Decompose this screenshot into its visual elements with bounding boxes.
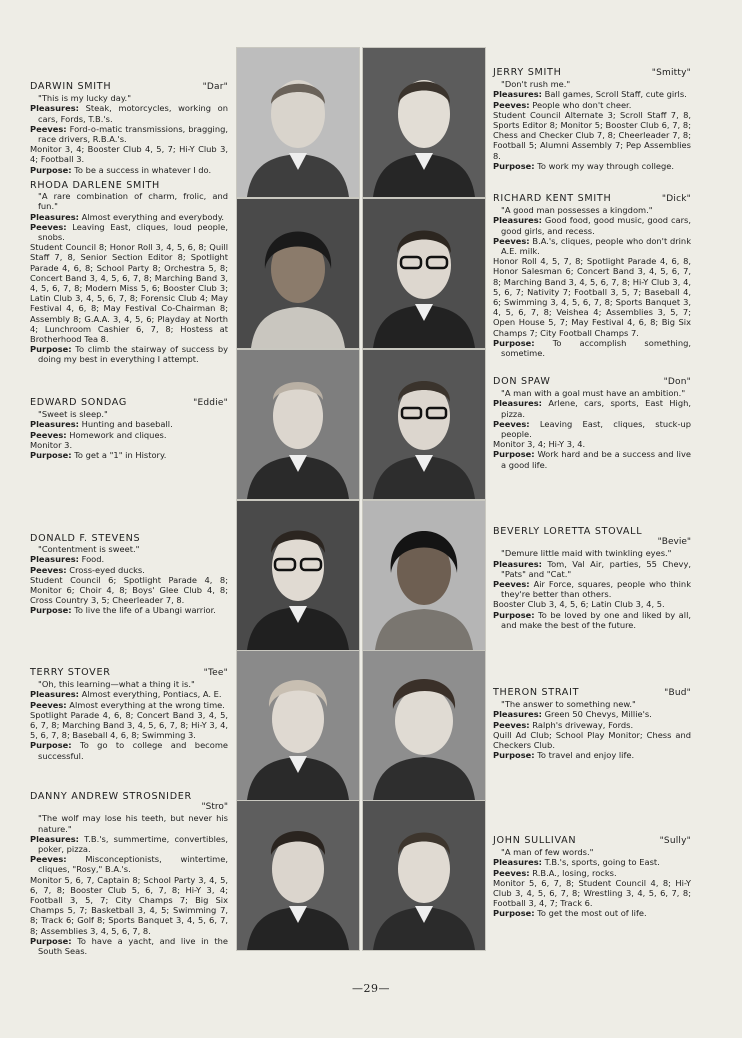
portrait-photo-jerry-smith <box>362 47 486 198</box>
portrait-silhouette <box>237 801 359 950</box>
portrait-silhouette <box>237 199 359 348</box>
portrait-photo-terry-stover <box>236 650 360 801</box>
portrait-silhouette <box>237 48 359 197</box>
student-name: BEVERLY LORETTA STOVALL <box>493 526 643 537</box>
portrait-silhouette <box>237 501 359 650</box>
portrait-silhouette <box>363 801 485 950</box>
portrait-silhouette <box>363 651 485 800</box>
student-entry-jerry-smith <box>493 68 691 171</box>
student-pleasures: Pleasures: Steak, motorcycles, working on cars, Fords, T.B.'s. <box>30 103 228 124</box>
student-entry-rhoda-smith <box>30 181 228 365</box>
student-name: JOHN SULLIVAN <box>493 835 577 846</box>
portrait-photo-rhoda-smith <box>236 198 360 349</box>
student-peeves: Peeves: People who don't cheer. <box>493 99 632 110</box>
student-pleasures: Pleasures: Green 50 Chevys, Millie's. <box>493 709 652 720</box>
student-pleasures: Pleasures: Almost everything, Pontiacs, A. E. <box>30 689 222 700</box>
portrait-photo-edward-sondag <box>236 349 360 500</box>
student-nickname: "Dick" <box>661 194 691 204</box>
student-nickname: "Eddie" <box>193 398 228 408</box>
student-quote: "Contentment is sweet." <box>38 544 140 555</box>
student-pleasures: Pleasures: Arlene, cars, sports, East High, pizza. <box>493 398 691 419</box>
student-activities: Monitor 5, 6, 7, Captain 8; School Party 3, 4, 5, 6, 7, 8; Booster Club 5, 6, 7, 8; Hi-Y 3, 4; Football 3, 5, 7; City Champs 7; Big Six Champs 5, 7; Basketball 3, 4, 5; Swimming 7, 8; Track 6; Golf 8; Sports Banquet 3, 4, 5, 6, 7, 8; Assemblies 3, 4, 5, 6, 7, 8. <box>30 874 228 936</box>
student-purpose: Purpose: To work my way through college. <box>493 160 674 171</box>
student-nickname: "Don" <box>663 377 691 387</box>
student-peeves: Peeves: Ford-o-matic transmissions, bragging, race drivers, R.B.A.'s. <box>30 123 228 145</box>
student-name: JERRY SMITH <box>493 67 562 78</box>
student-entry-theron-strait <box>493 688 691 760</box>
student-activities: Student Council Alternate 3; Scroll Staff 7, 8, Sports Editor 8; Monitor 5; Booster Club 6, 7, 8; Chess and Checker Club 7, 8; Cheerleader 7, 8; Football 5; Alumni Assembly 7; Pep Assemblies 8. <box>493 109 691 161</box>
student-purpose: Purpose: To accomplish something, sometime. <box>493 337 691 359</box>
student-pleasures: Pleasures: T.B.'s, sports, going to East. <box>493 857 660 868</box>
student-pleasures: Pleasures: T.B.'s, summertime, convertibles, poker, pizza. <box>30 833 228 855</box>
student-activities: Honor Roll 4, 5, 7, 8; Spotlight Parade 4, 6, 8, Honor Salesman 6; Concert Band 3, 4, 5, 6, 7, 8; Marching Band 3, 4, 5, 6, 7, 8; Hi-Y Club 3, 4, 5, 6, 7; Nativity 7; Football 3, 5, 7; Baseball 4, 6; Swimming 3, 4, 5, 6, 7, 8; Sports Banquet 3, 4, 5, 6, 7, 8; Veishea 4; Assemblies 3, 5, 7; Open House 5, 7; May Festival 4, 6, 8; Big Six Champs 7; City Football Champs 7. <box>493 256 691 338</box>
student-quote: "A man with a goal must have an ambition." <box>501 388 686 399</box>
student-nickname: "Tee" <box>203 668 228 678</box>
student-entry-donald-stevens <box>30 534 228 616</box>
portrait-silhouette <box>363 199 485 348</box>
page-number: —29— <box>352 982 390 995</box>
portrait-silhouette <box>363 501 485 650</box>
student-pleasures: Pleasures: Almost everything and everybody. <box>30 211 225 222</box>
student-pleasures: Pleasures: Good food, good music, good cars, good girls, and recess. <box>493 215 691 236</box>
portrait-silhouette <box>237 651 359 800</box>
student-quote: "A man of few words." <box>501 847 594 858</box>
student-purpose: Purpose: To get the most out of life. <box>493 908 647 919</box>
student-peeves: Peeves: Almost everything at the wrong time. <box>30 699 225 710</box>
student-entry-john-sullivan <box>493 836 691 919</box>
student-purpose: Purpose: To get a "1" in History. <box>30 450 167 461</box>
student-entry-richard-smith <box>493 194 691 358</box>
student-pleasures: Pleasures: Ball games, Scroll Staff, cute girls. <box>493 89 687 100</box>
student-peeves: Peeves: Ralph's driveway, Fords. <box>493 719 634 730</box>
student-nickname: "Stro" <box>201 802 228 813</box>
student-entry-don-spaw <box>493 377 691 470</box>
student-name: DANNY ANDREW STROSNIDER <box>30 791 192 802</box>
student-peeves: Peeves: Leaving East, cliques, stuck-up people. <box>493 418 691 440</box>
student-name: TERRY STOVER <box>30 667 111 678</box>
student-peeves: Peeves: Leaving East, cliques, loud people, snobs. <box>30 221 228 243</box>
student-activities: Spotlight Parade 4, 6, 8; Concert Band 3, 4, 5, 6, 7, 8; Marching Band 3, 4, 5, 6, 7, 8; Hi-Y 3, 4, 5, 6, 7, 8; Baseball 4, 6, 8; Swimming 3. <box>30 709 228 741</box>
student-activities: Student Council 8; Honor Roll 3, 4, 5, 6, 8; Quill Staff 7, 8, Senior Section Editor 8; Spotlight Parade 4, 6, 8; School Party 8; Orchestra 5, 8; Concert Band 3, 4, 5, 6, 7, 8; Marching Band 3, 4, 5, 6, 7, 8; Modern Miss 5, 6; Booster Club 3; Latin Club 3, 4, 5, 6, 7, 8; Forensic Club 4; May Festival 4, 6, 8; May Festival Co-Chairman 8; Assembly 8; G.A.A. 3, 4, 5, 6; Playday at North 4; Lunchroom Cashier 6, 7, 8; Hostess at Brotherhood Tea 8. <box>30 242 228 345</box>
student-nickname: "Smitty" <box>651 68 691 78</box>
portrait-photo-theron-strait <box>362 650 486 801</box>
student-pleasures: Pleasures: Food. <box>30 554 105 565</box>
portrait-photo-beverly-stovall <box>362 500 486 651</box>
portrait-silhouette <box>363 350 485 499</box>
student-name: DARWIN SMITH <box>30 81 112 92</box>
student-activities: Booster Club 3, 4, 5, 6; Latin Club 3, 4, 5. <box>493 599 665 610</box>
student-quote: "Demure little maid with twinkling eyes." <box>501 548 672 559</box>
student-quote: "A good man possesses a kingdom." <box>501 205 653 216</box>
student-name: EDWARD SONDAG <box>30 397 128 408</box>
student-name: THERON STRAIT <box>493 687 580 698</box>
student-name: RHODA DARLENE SMITH <box>30 180 160 191</box>
portrait-photo-donald-stevens <box>236 500 360 651</box>
student-name: DON SPAW <box>493 376 551 387</box>
student-activities: Student Council 6; Spotlight Parade 4, 8; Monitor 6; Choir 4, 8; Boys' Glee Club 4, 8; Cross Country 3, 5; Cheerleader 7, 8. <box>30 574 228 606</box>
student-purpose: Purpose: To be a success in whatever I do. <box>30 164 212 175</box>
student-peeves: Peeves: B.A.'s, cliques, people who don't drink A.E. milk. <box>493 235 691 257</box>
student-entry-terry-stover <box>30 668 228 761</box>
student-purpose: Purpose: To have a yacht, and live in the South Seas. <box>30 935 228 957</box>
student-purpose: Purpose: Work hard and be a success and live a good life. <box>493 449 691 470</box>
portrait-silhouette <box>363 48 485 197</box>
student-nickname: "Bevie" <box>657 537 691 548</box>
portrait-photo-darwin-smith <box>236 47 360 198</box>
student-entry-edward-sondag <box>30 398 228 460</box>
student-quote: "The answer to something new." <box>501 699 636 710</box>
student-nickname: "Sully" <box>659 836 691 846</box>
portrait-silhouette <box>237 350 359 499</box>
portrait-photo-danny-strosnider <box>236 800 360 951</box>
student-nickname: "Bud" <box>664 688 691 698</box>
student-peeves: Peeves: R.B.A., losing, rocks. <box>493 867 617 878</box>
student-purpose: Purpose: To live the life of a Ubangi warrior. <box>30 605 216 616</box>
student-quote: "Oh, this learning—what a thing it is." <box>38 679 195 690</box>
student-activities: Monitor 3, 4; Hi-Y 3, 4. <box>493 439 586 450</box>
student-quote: "Don't rush me." <box>501 79 571 90</box>
portrait-photo-don-spaw <box>362 349 486 500</box>
student-name: DONALD F. STEVENS <box>30 533 141 544</box>
student-purpose: Purpose: To climb the stairway of success by doing my best in everything I attempt. <box>30 344 229 365</box>
student-peeves: Peeves: Misconceptionists, wintertime, cliques, "Rosy," B.A.'s. <box>30 854 228 875</box>
student-nickname: "Dar" <box>202 82 228 92</box>
student-activities: Monitor 3. <box>30 439 73 450</box>
student-quote: "Sweet is sleep." <box>38 409 108 420</box>
student-activities: Monitor 3, 4; Booster Club 4, 5, 7; Hi-Y Club 3, 4; Football 3. <box>30 144 228 165</box>
student-purpose: Purpose: To go to college and become successful. <box>30 740 229 761</box>
student-quote: "This is my lucky day." <box>38 93 132 104</box>
student-pleasures: Pleasures: Hunting and baseball. <box>30 419 173 430</box>
student-entry-darwin-smith <box>30 82 228 175</box>
student-activities: Monitor 5, 6, 7, 8; Student Council 4, 8; Hi-Y Club 3, 4, 5, 6, 7, 8; Wrestling 3, 4, 5, 6, 7, 8; Football 3, 4, 7; Track 6. <box>493 877 691 909</box>
student-quote: "The wolf may lose his teeth, but never his nature." <box>38 813 228 834</box>
portrait-photo-john-sullivan <box>362 800 486 951</box>
portrait-photo-richard-smith <box>362 198 486 349</box>
student-peeves: Peeves: Air Force, squares, people who think they're better than others. <box>493 579 691 600</box>
student-activities: Quill Ad Club; School Play Monitor; Chess and Checkers Club. <box>493 729 691 751</box>
student-name: RICHARD KENT SMITH <box>493 193 612 204</box>
student-quote: "A rare combination of charm, frolic, and fun." <box>38 191 228 212</box>
student-purpose: Purpose: To travel and enjoy life. <box>493 750 635 761</box>
student-peeves: Peeves: Cross-eyed ducks. <box>30 564 145 575</box>
student-pleasures: Pleasures: Tom, Val Air, parties, 55 Chevy, "Pats" and "Cat." <box>493 558 692 579</box>
student-entry-danny-strosnider <box>30 792 228 956</box>
student-purpose: Purpose: To be loved by one and liked by all, and make the best of the future. <box>493 609 692 630</box>
student-entry-beverly-stovall <box>493 527 691 630</box>
student-peeves: Peeves: Homework and cliques. <box>30 429 167 440</box>
